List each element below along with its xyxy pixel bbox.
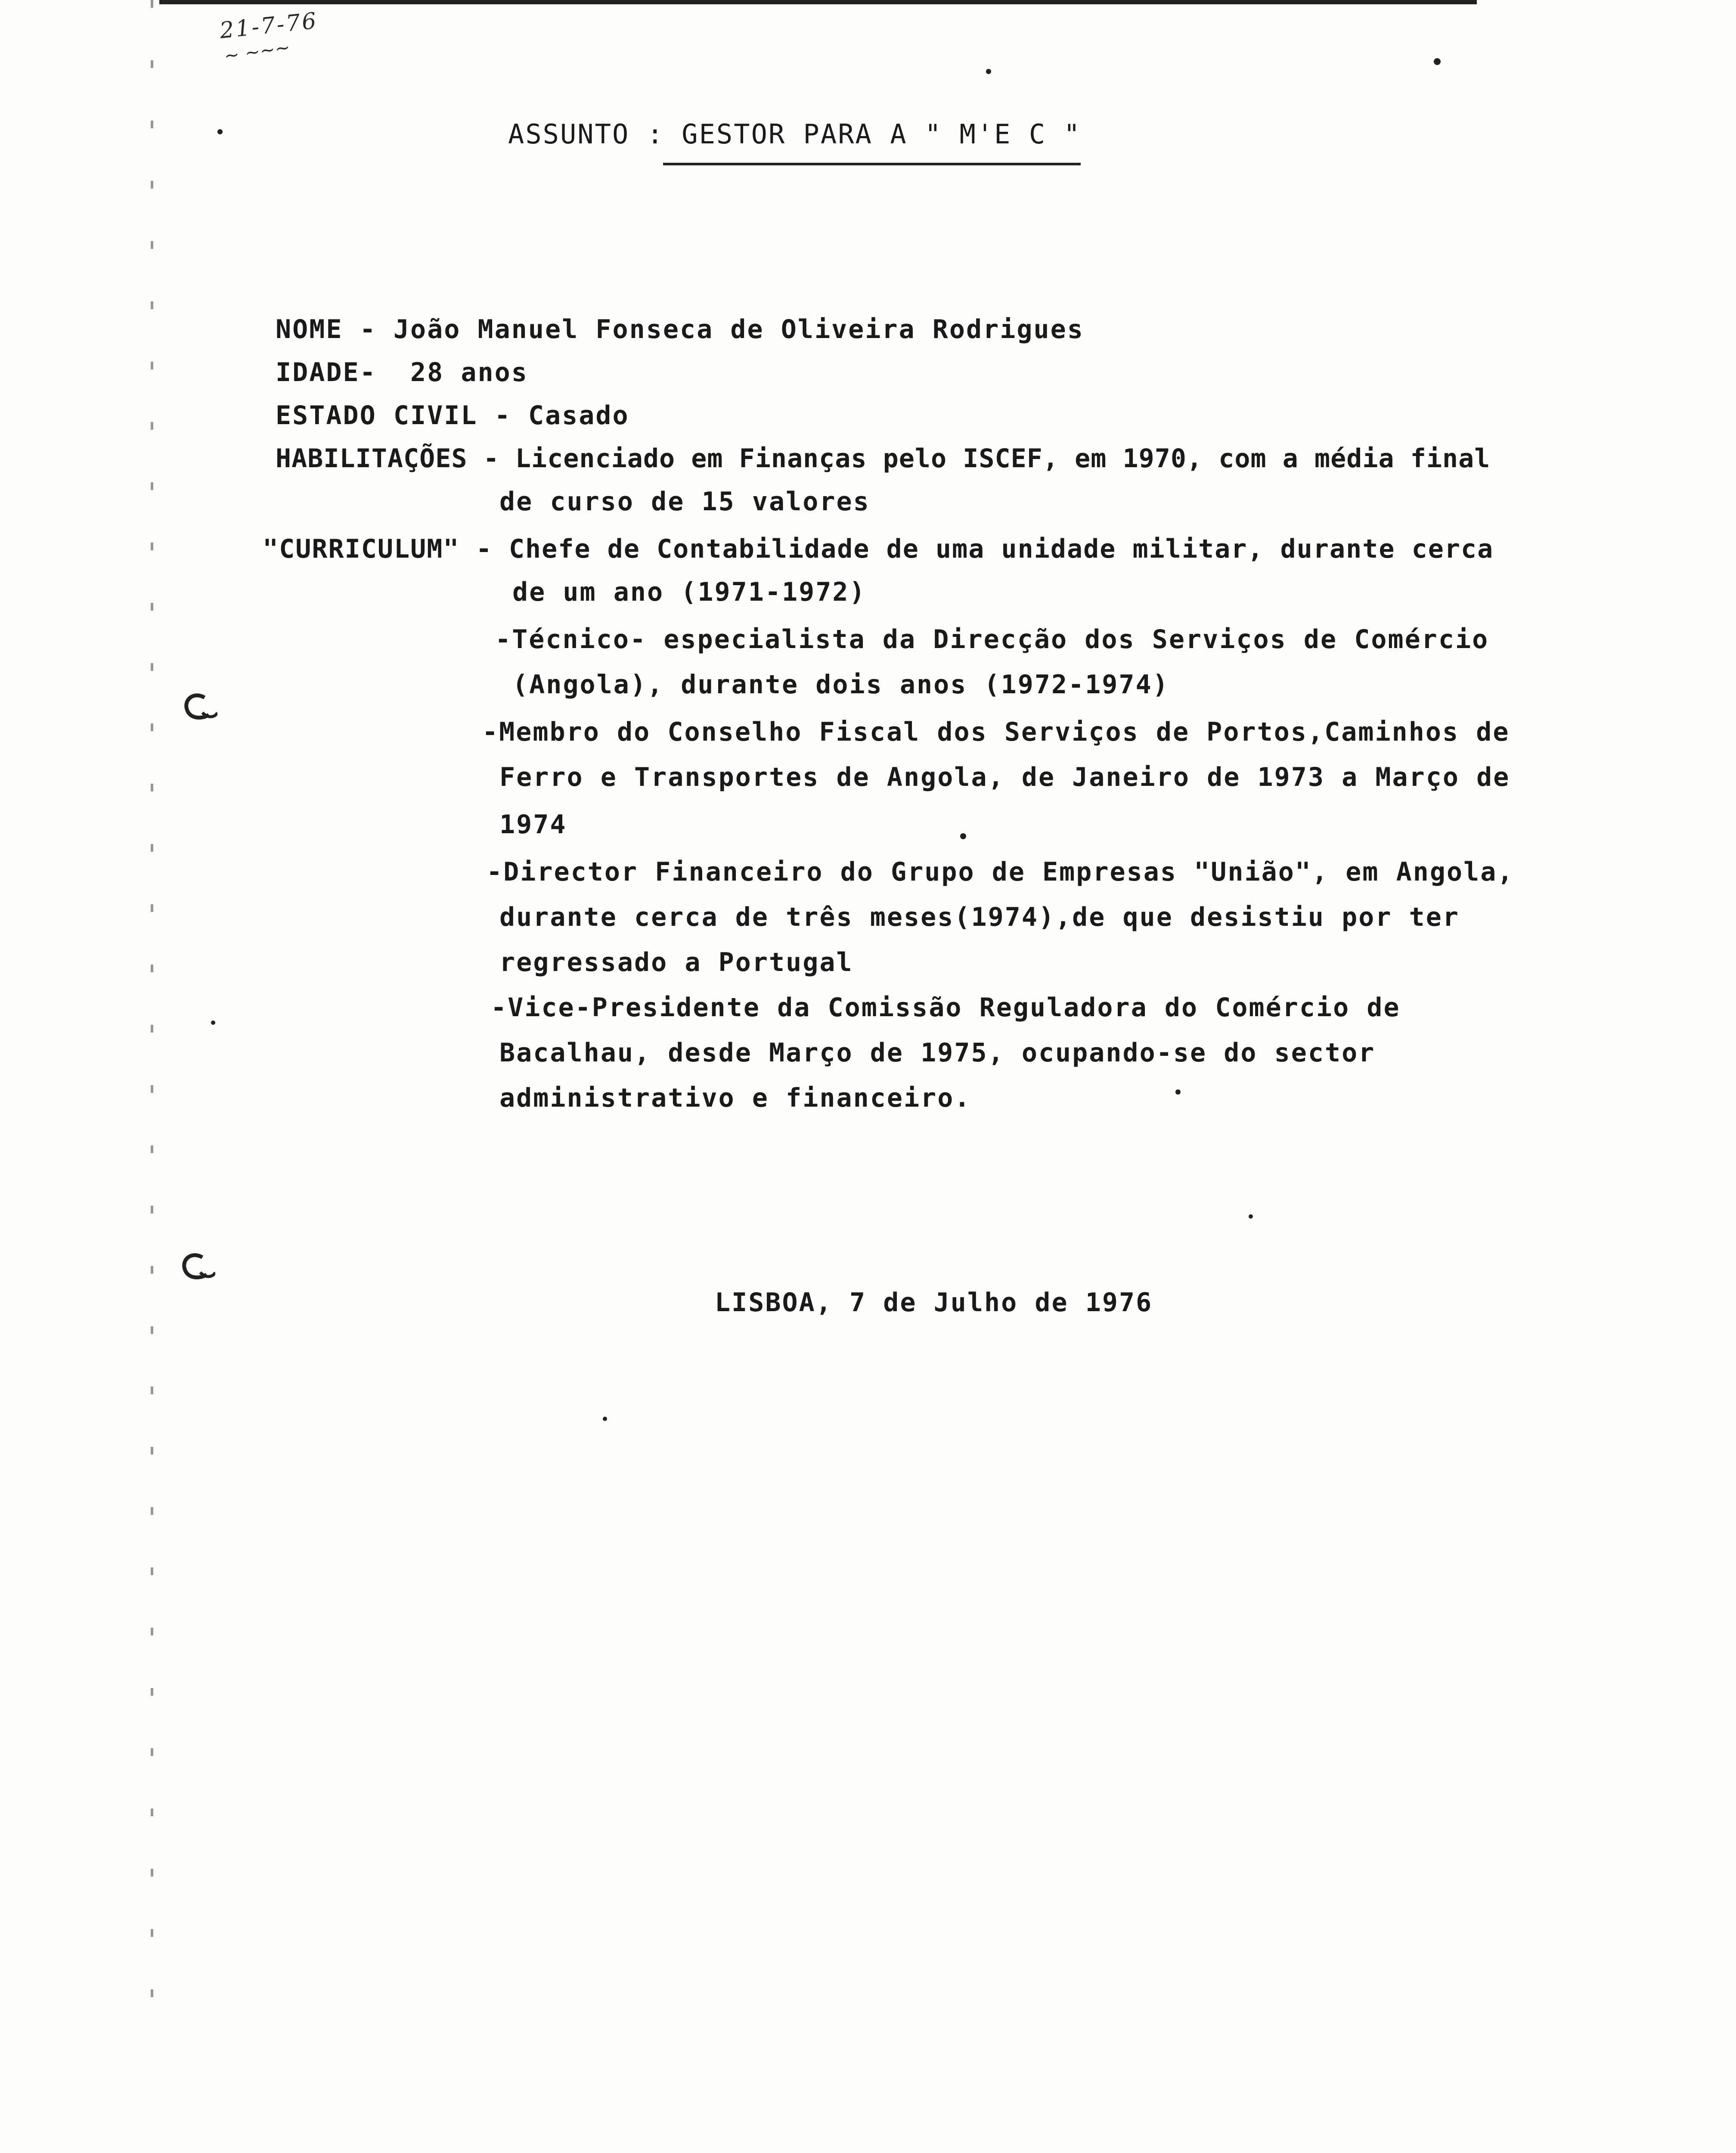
speck — [603, 1417, 607, 1421]
line-qualifications-cont: de curso de 15 valores — [499, 487, 870, 517]
subject-heading: ASSUNTO : GESTOR PARA A " M'E C " — [508, 118, 1081, 150]
line-item-tecnico-cont: (Angola), durante dois anos (1972-1974) — [512, 670, 1169, 700]
line-item-director-cont: durante cerca de três meses(1974),de que desistiu por ter — [499, 902, 1460, 932]
line-age: IDADE- 28 anos — [276, 357, 528, 388]
line-marital-status: ESTADO CIVIL - Casado — [276, 400, 629, 431]
line-item-director: -Director Financeiro do Grupo de Empresas "União", em Angola, — [487, 857, 1514, 887]
line-item-membro: -Membro do Conselho Fiscal dos Serviços de Portos,Caminhos de — [482, 717, 1510, 747]
speck — [986, 69, 991, 74]
left-edge-marks — [151, 0, 153, 2024]
speck — [211, 1021, 215, 1025]
line-item-vice: -Vice-Presidente da Comissão Reguladora do Comércio de — [491, 993, 1401, 1023]
speck — [1249, 1214, 1253, 1219]
line-qualifications: HABILITAÇÕES - Licenciado em Finanças pelo ISCEF, em 1970, com a média final — [276, 444, 1491, 474]
top-border-line — [159, 0, 1477, 4]
line-curriculum: "CURRICULUM" - Chefe de Contabilidade de uma unidade militar, durante cerca — [263, 534, 1494, 564]
line-item-membro-year: 1974 — [499, 810, 567, 840]
speck — [1175, 1089, 1181, 1095]
handwritten-margin-note: 21-7-76 — [218, 8, 319, 44]
speck — [217, 129, 223, 134]
line-curriculum-cont: de um ano (1971-1972) — [512, 577, 866, 607]
line-name: NOME - João Manuel Fonseca de Oliveira Rodrigues — [276, 314, 1084, 344]
speck — [960, 833, 966, 839]
line-item-membro-cont: Ferro e Transportes de Angola, de Janeiro de 1973 a Março de — [499, 762, 1510, 792]
punch-hole-mark-icon — [179, 689, 217, 728]
line-item-vice-end: administrativo e financeiro. — [499, 1083, 971, 1113]
line-item-vice-cont: Bacalhau, desde Março de 1975, ocupando-se do sector — [499, 1038, 1376, 1068]
subject-underline — [663, 163, 1081, 165]
handwritten-scribble: ~ ~~~ — [223, 36, 291, 67]
punch-hole-mark-icon — [177, 1249, 215, 1287]
line-item-tecnico: -Técnico- especialista da Direcção dos Serviços de Comércio — [495, 624, 1489, 655]
speck — [1434, 58, 1441, 65]
line-item-director-end: regressado a Portugal — [499, 947, 853, 977]
place-and-date: LISBOA, 7 de Julho de 1976 — [715, 1287, 1153, 1318]
